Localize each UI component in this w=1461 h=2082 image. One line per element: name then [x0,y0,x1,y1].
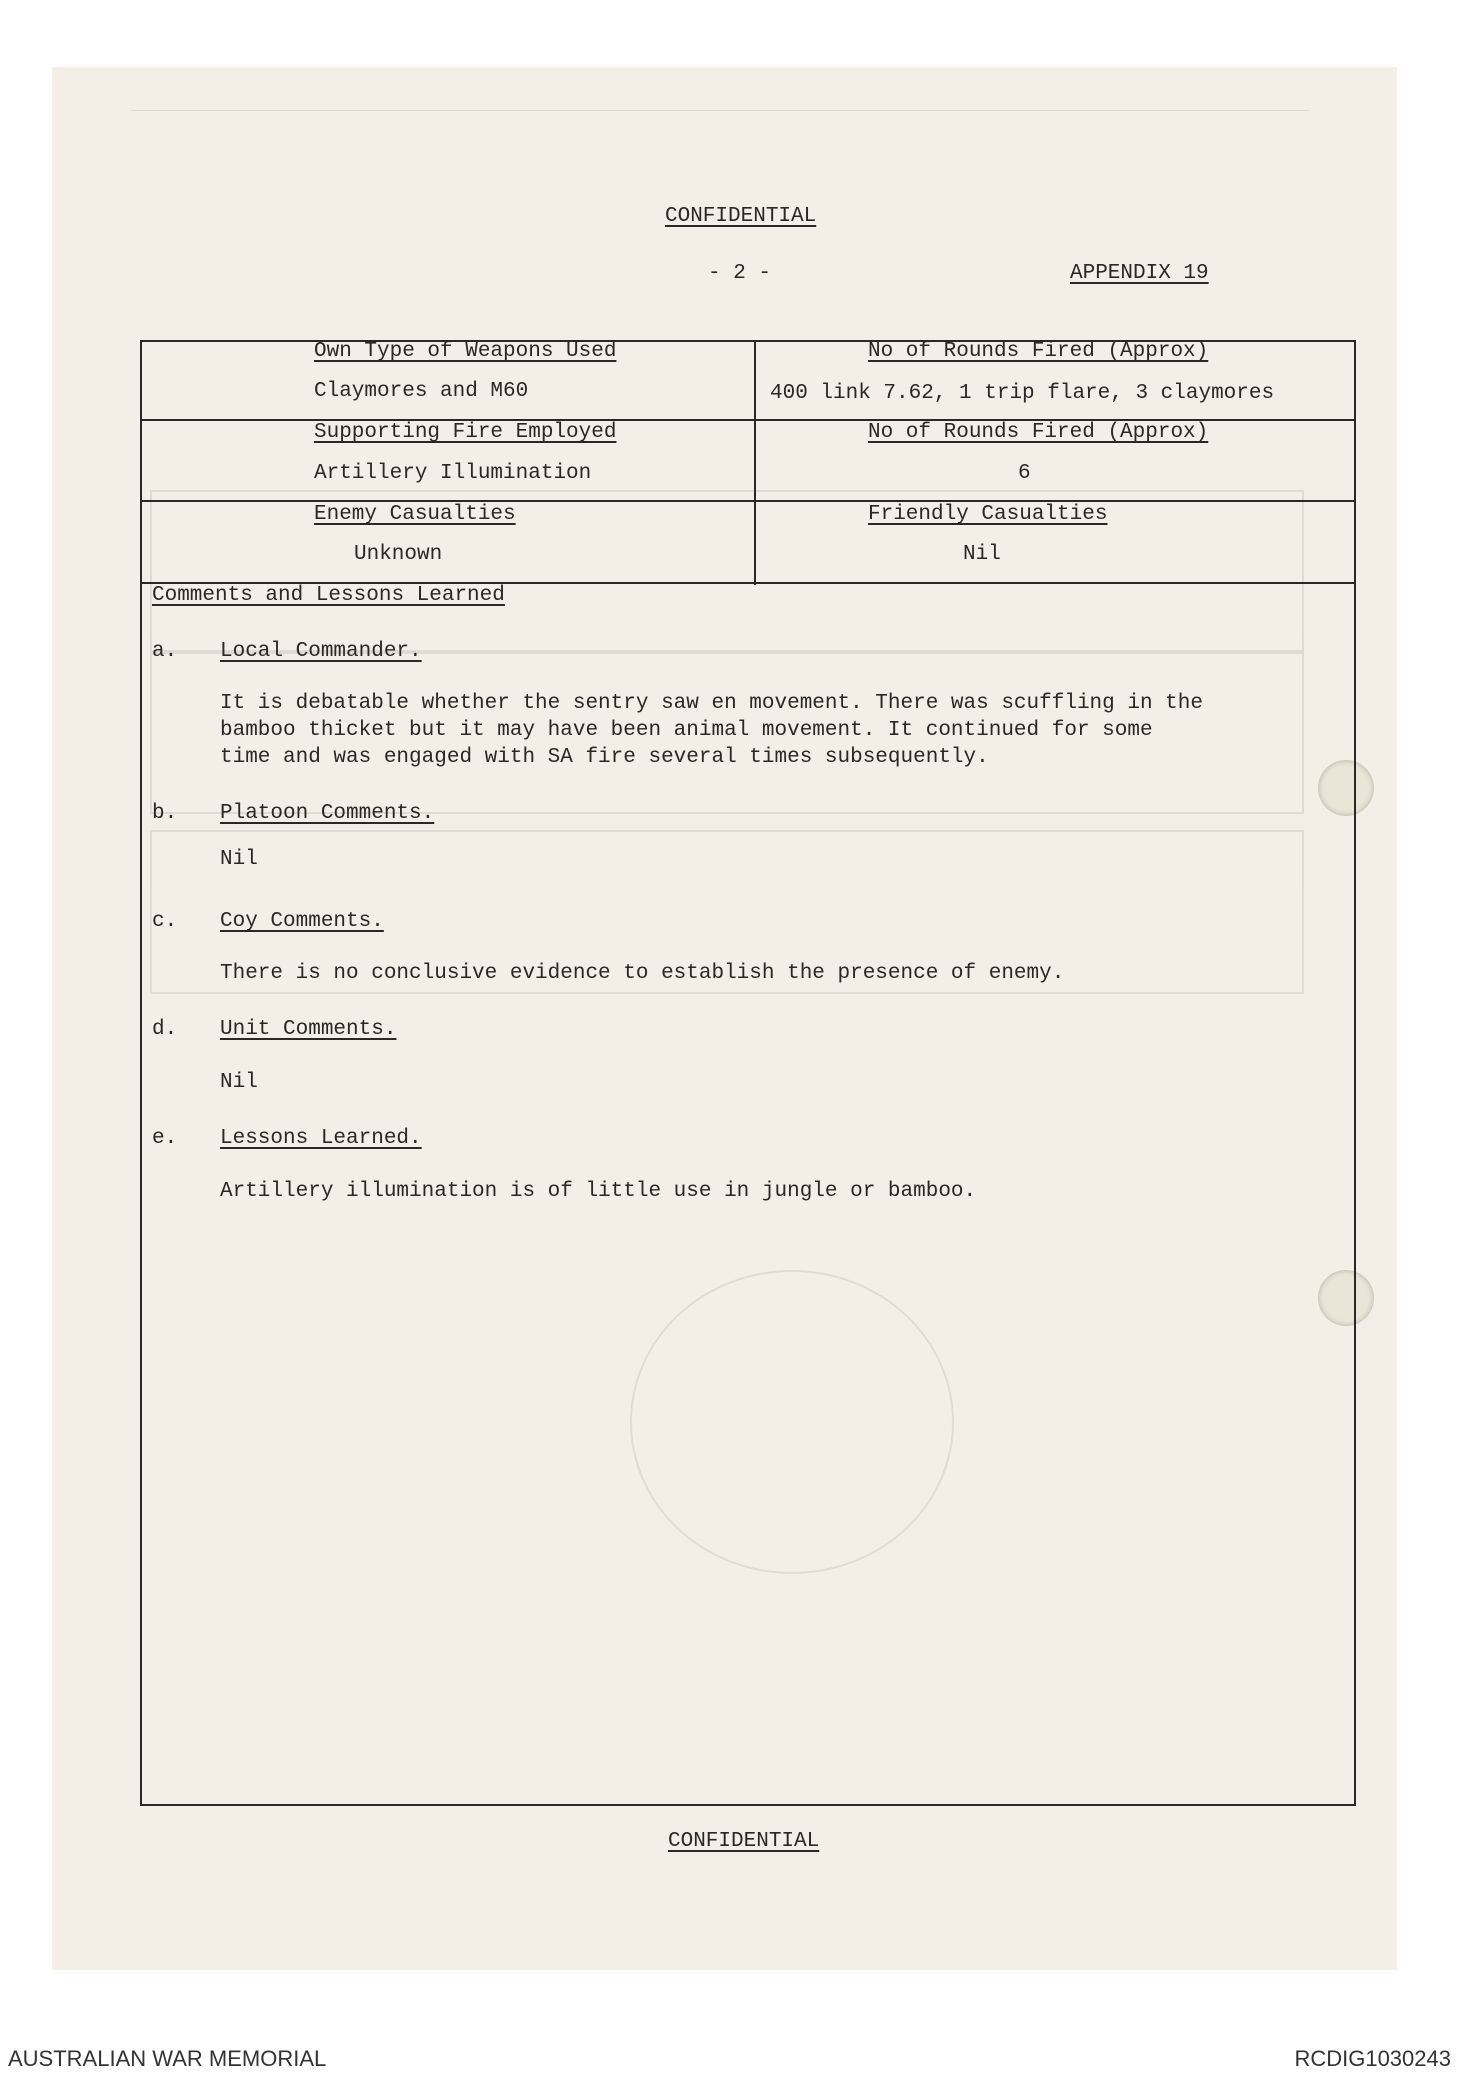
comment-a-text [220,690,1365,771]
comment-a-letter: a. [152,640,178,663]
table-divider-vertical [754,340,756,585]
table-row-3-left-value: Unknown [354,543,443,566]
table-rule-2 [140,500,1354,502]
table-row-1-left-label: Own Type of Weapons Used [314,340,617,363]
comment-a-line-1: It is debatable whether the sentry saw en movement. There was scuffling in the [220,692,1203,715]
table-row-2-right-value: 6 [1018,462,1031,485]
classification-header: CONFIDENTIAL [665,205,817,228]
table-row-1-right-value: 400 link 7.62, 1 trip flare, 3 claymores [770,382,1275,405]
table-row-1-left-value: Claymores and M60 [314,380,529,403]
comment-c-letter: c. [152,910,178,933]
archive-reference: RCDIG1030243 [1294,2046,1451,2071]
comment-a-line-3: time and was engaged with SA fire several times subsequently. [220,746,989,769]
table-row-3-left-label: Enemy Casualties [314,503,516,526]
comment-d-text: Nil [220,1071,258,1094]
comments-heading: Comments and Lessons Learned [152,584,505,607]
comment-a-line-2: bamboo thicket but it may have been animal movement. It continued for some [220,719,1153,742]
comment-b-text: Nil [220,848,258,871]
comment-b-letter: b. [152,802,178,825]
classification-footer: CONFIDENTIAL [668,1830,820,1853]
comment-e-letter: e. [152,1127,178,1150]
comment-c-title: Coy Comments. [220,910,384,933]
comment-c-text: There is no conclusive evidence to establish the presence of enemy. [220,962,1065,985]
comment-a-title: Local Commander. [220,640,422,663]
table-row-2-right-label: No of Rounds Fired (Approx) [868,421,1209,444]
archive-credit: AUSTRALIAN WAR MEMORIAL [8,2046,327,2071]
table-row-3-right-value: Nil [963,543,1001,566]
comment-e-text: Artillery illumination is of little use in jungle or bamboo. [220,1180,977,1203]
comment-d-letter: d. [152,1018,178,1041]
page-number: - 2 - [708,262,772,285]
comment-e-title: Lessons Learned. [220,1127,422,1150]
table-row-2-left-value: Artillery Illumination [314,462,592,485]
comment-b-title: Platoon Comments. [220,802,435,825]
table-row-3-right-label: Friendly Casualties [868,503,1108,526]
table-row-1-right-label: No of Rounds Fired (Approx) [868,340,1209,363]
comment-d-title: Unit Comments. [220,1018,397,1041]
report-table [140,340,1356,1806]
appendix-label: APPENDIX 19 [1070,262,1209,285]
table-row-2-left-label: Supporting Fire Employed [314,421,617,444]
